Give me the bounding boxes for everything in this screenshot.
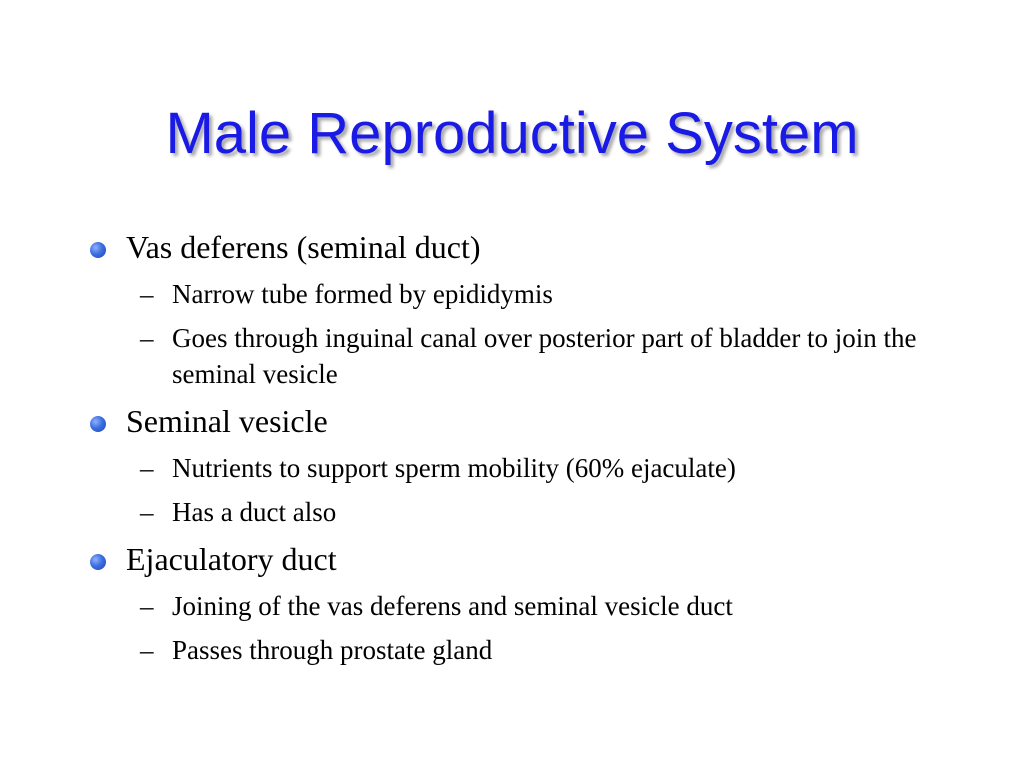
sub-list xyxy=(88,450,948,530)
dash-marker: – xyxy=(140,591,154,621)
sub-item xyxy=(88,632,948,668)
bullet-sphere-icon xyxy=(90,416,106,432)
sub-item xyxy=(88,588,948,624)
dash-marker: – xyxy=(140,453,154,483)
bullet-text: Seminal vesicle xyxy=(126,403,328,439)
bullet-item xyxy=(88,226,948,268)
sub-item-text: Passes through prostate gland xyxy=(172,635,493,665)
bullet-list xyxy=(88,226,948,676)
bullet-item xyxy=(88,400,948,442)
slide-title: Male Reproductive System xyxy=(165,101,859,166)
sub-item-text: Goes through inguinal canal over posterior part of bladder to join the seminal vesicle xyxy=(172,323,917,389)
bullet-sphere-icon xyxy=(90,242,106,258)
dash-marker: – xyxy=(140,635,154,665)
sub-list xyxy=(88,588,948,668)
bullet-text: Vas deferens (seminal duct) xyxy=(126,229,481,265)
bullet-item xyxy=(88,538,948,580)
sub-list xyxy=(88,276,948,392)
sub-item-text: Joining of the vas deferens and seminal vesicle duct xyxy=(172,591,733,621)
sub-item xyxy=(88,276,948,312)
sub-item xyxy=(88,320,948,392)
bullet-text: Ejaculatory duct xyxy=(126,541,337,577)
sub-item-text: Nutrients to support sperm mobility (60% ejaculate) xyxy=(172,453,736,483)
dash-marker: – xyxy=(140,279,154,309)
sub-item xyxy=(88,494,948,530)
bullet-sphere-icon xyxy=(90,554,106,570)
dash-marker: – xyxy=(140,323,154,353)
sub-item-text: Narrow tube formed by epididymis xyxy=(172,279,553,309)
dash-marker: – xyxy=(140,497,154,527)
sub-item xyxy=(88,450,948,486)
sub-item-text: Has a duct also xyxy=(172,497,337,527)
